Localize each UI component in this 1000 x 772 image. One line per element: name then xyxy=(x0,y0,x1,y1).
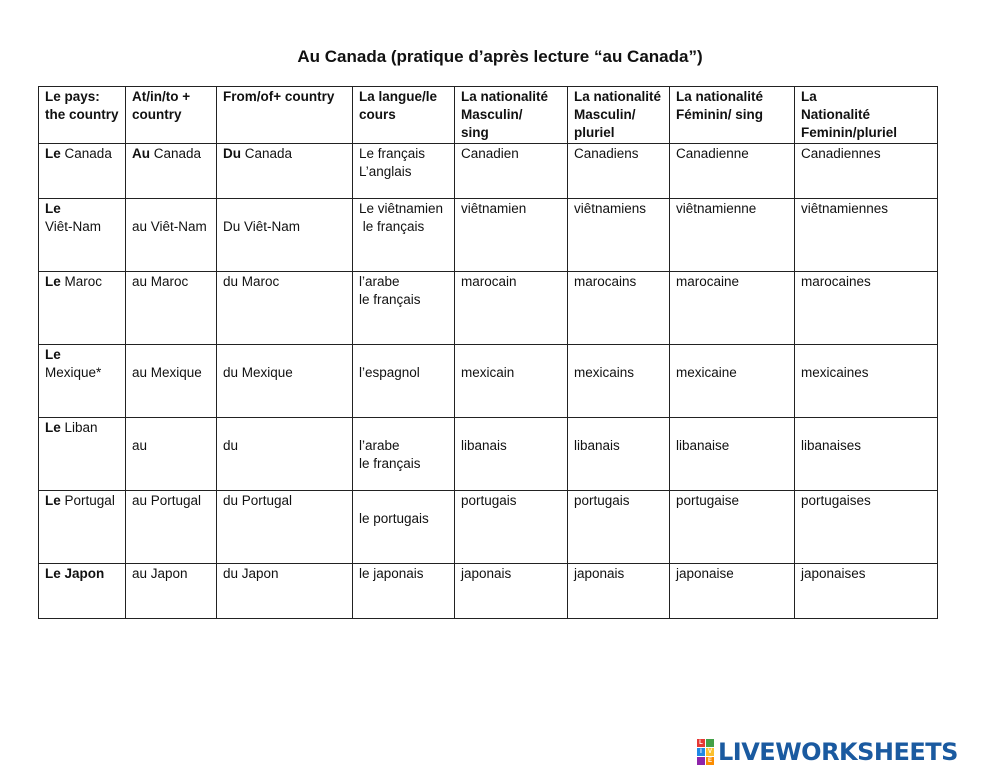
header-row xyxy=(39,87,938,144)
masc-plur-cell: marocains xyxy=(568,272,670,345)
fem-sing-cell: marocaine xyxy=(670,272,795,345)
page-title: Au Canada (pratique d’après lecture “au Canada”) xyxy=(297,47,703,66)
masc-plur-cell: viêtnamiens xyxy=(568,199,670,272)
table-row xyxy=(39,199,938,272)
masc-plur-cell: mexicains xyxy=(568,345,670,418)
fem-plur-cell: libanaises xyxy=(795,418,938,491)
fem-plur-cell: japonaises xyxy=(795,564,938,619)
fem-sing-cell: viêtnamienne xyxy=(670,199,795,272)
langue-cell: Le viêtnamien le français xyxy=(353,199,455,272)
header-masc-plur: La nationalité Masculin/ pluriel xyxy=(568,87,670,144)
header-fem-plur: La Nationalité Feminin/pluriel xyxy=(795,87,938,144)
fem-plur-cell: mexicaines xyxy=(795,345,938,418)
liveworksheets-logo[interactable] xyxy=(697,739,958,765)
langue-cell: l’arabe le français xyxy=(353,272,455,345)
masc-sing-cell: mexicain xyxy=(455,345,568,418)
country-cell: Le Viêt-Nam xyxy=(39,199,126,272)
fem-plur-cell: viêtnamiennes xyxy=(795,199,938,272)
brand-name: LIVEWORKSHEETS xyxy=(718,738,958,766)
table-row xyxy=(39,491,938,564)
langue-cell: l’espagnol xyxy=(353,345,455,418)
from-cell: Du Viêt-Nam xyxy=(217,199,353,272)
table-row xyxy=(39,345,938,418)
logo-blocks-icon: L I V E xyxy=(697,739,714,765)
masc-sing-cell: viêtnamien xyxy=(455,199,568,272)
masc-plur-cell: Canadiens xyxy=(568,144,670,199)
header-masc-sing: La nationalité Masculin/ sing xyxy=(455,87,568,144)
header-from: From/of+ country xyxy=(217,87,353,144)
at-cell: au Portugal xyxy=(126,491,217,564)
country-cell: Le Canada xyxy=(39,144,126,199)
from-cell: du xyxy=(217,418,353,491)
header-country: Le pays: the country xyxy=(39,87,126,144)
masc-sing-cell: marocain xyxy=(455,272,568,345)
header-fem-sing: La nationalité Féminin/ sing xyxy=(670,87,795,144)
langue-cell: Le français L’anglais xyxy=(353,144,455,199)
fem-plur-cell: portugaises xyxy=(795,491,938,564)
header-langue: La langue/le cours xyxy=(353,87,455,144)
table-row xyxy=(39,272,938,345)
fem-sing-cell: japonaise xyxy=(670,564,795,619)
country-cell: Le Maroc xyxy=(39,272,126,345)
fem-sing-cell: portugaise xyxy=(670,491,795,564)
masc-plur-cell: portugais xyxy=(568,491,670,564)
at-cell: au Maroc xyxy=(126,272,217,345)
masc-plur-cell: japonais xyxy=(568,564,670,619)
at-cell: Au Canada xyxy=(126,144,217,199)
fem-sing-cell: mexicaine xyxy=(670,345,795,418)
at-cell: au Japon xyxy=(126,564,217,619)
at-cell: au Viêt-Nam xyxy=(126,199,217,272)
country-cell: Le Portugal xyxy=(39,491,126,564)
country-cell: Le Japon xyxy=(39,564,126,619)
masc-sing-cell: japonais xyxy=(455,564,568,619)
from-cell: du Portugal xyxy=(217,491,353,564)
fem-plur-cell: Canadiennes xyxy=(795,144,938,199)
langue-cell: l’arabe le français xyxy=(353,418,455,491)
fem-sing-cell: libanaise xyxy=(670,418,795,491)
from-cell: du Japon xyxy=(217,564,353,619)
langue-cell: le japonais xyxy=(353,564,455,619)
at-cell: au Mexique xyxy=(126,345,217,418)
from-cell: Du Canada xyxy=(217,144,353,199)
nationality-table xyxy=(38,86,938,619)
masc-plur-cell: libanais xyxy=(568,418,670,491)
fem-plur-cell: marocaines xyxy=(795,272,938,345)
table-row xyxy=(39,144,938,199)
table-row xyxy=(39,564,938,619)
masc-sing-cell: portugais xyxy=(455,491,568,564)
from-cell: du Mexique xyxy=(217,345,353,418)
langue-cell: le portugais xyxy=(353,491,455,564)
fem-sing-cell: Canadienne xyxy=(670,144,795,199)
header-at: At/in/to + country xyxy=(126,87,217,144)
at-cell: au xyxy=(126,418,217,491)
country-cell: Le Mexique* xyxy=(39,345,126,418)
table-row xyxy=(39,418,938,491)
country-cell: Le Liban xyxy=(39,418,126,491)
masc-sing-cell: libanais xyxy=(455,418,568,491)
masc-sing-cell: Canadien xyxy=(455,144,568,199)
from-cell: du Maroc xyxy=(217,272,353,345)
